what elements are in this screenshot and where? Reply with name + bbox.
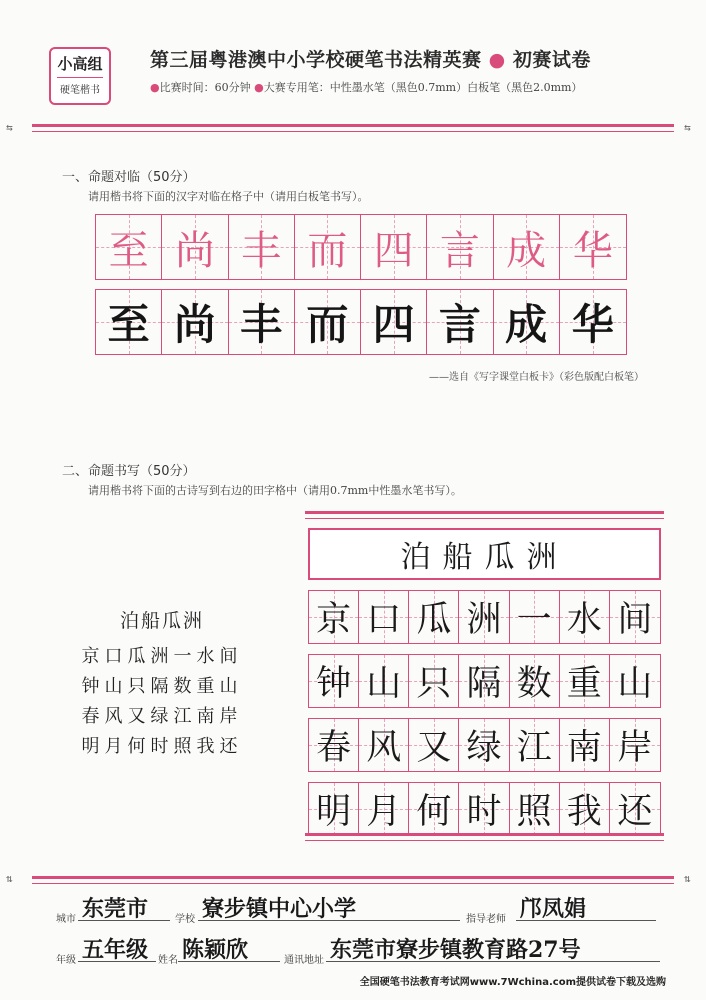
section2-title: 二、命题书写（50分） [62,464,196,479]
grid-char: 而 [306,300,349,349]
name-underline [178,961,280,962]
grid-cell [560,591,610,643]
grid-char: 四 [372,300,415,349]
grade-value: 五年级 [82,937,149,963]
grid-cell [309,719,359,771]
grade-label: 年级 [56,955,76,966]
grid-char: 数 [516,664,552,704]
poem-grid-row [308,654,661,708]
grid-char: 丰 [241,227,282,274]
grid-char: 瓜 [416,600,452,640]
grid-cell [610,783,660,835]
grid-cell [494,215,560,279]
grid-cell [295,215,361,279]
grid-char: 而 [307,227,348,274]
grid-char: 至 [108,227,149,274]
grid-char: 成 [506,227,547,274]
grid-char: 成 [505,300,548,349]
grid-cell [96,290,162,354]
grid-char: 重 [566,664,602,704]
poem-band-bottom-thin [305,840,664,841]
address-underline [326,961,660,962]
grid-cell [560,783,610,835]
footer-band [32,876,674,879]
grid-char: 南 [566,728,602,768]
teacher-label: 指导老师 [466,914,506,925]
grid-char: 山 [366,664,402,704]
header-band [32,124,674,127]
poem-line: 钟山只隔数重山 [81,676,243,697]
school-label: 学校 [175,914,195,925]
scroll-ornament-left-bottom: ⇅ [6,872,13,885]
written-poem-title: 泊船瓜洲 [400,540,569,575]
grid-cell [610,655,660,707]
grid-cell [510,783,560,835]
grid-char: 风 [366,728,402,768]
scroll-ornament-right: ⇆ [684,121,691,134]
grid-char: 明 [316,792,352,832]
grid-cell [610,719,660,771]
name-value: 陈颖欣 [182,937,249,963]
grid-char: 江 [516,728,552,768]
grid-char: 春 [316,728,352,768]
grid-char: 我 [566,792,602,832]
grid-cell [459,655,509,707]
grid-char: 四 [373,227,414,274]
grid-cell [309,591,359,643]
grid-cell [359,783,409,835]
badge-group: 小高组 [57,55,103,73]
poem-grid-row [308,782,661,836]
section1-title: 一、命题对临（50分） [62,170,196,185]
grid-char: 至 [107,300,150,349]
poem-reference-title: 泊船瓜洲 [119,610,204,632]
poem-reference [62,606,262,633]
grid-char: 还 [617,792,653,832]
grid-cell [427,290,493,354]
grid-cell [510,719,560,771]
grid-char: 口 [366,600,402,640]
grid-char: 隔 [466,664,502,704]
grid-cell [510,655,560,707]
city-label: 城市 [56,914,76,925]
school-value: 寮步镇中心小学 [202,896,357,922]
section1-instruction: 请用楷书将下面的汉字对临在格子中（请用白板笔书写）。 [88,190,369,203]
grid-cell [162,290,228,354]
grid-char: 华 [572,227,613,274]
grid-cell [610,591,660,643]
grid-cell [459,783,509,835]
grid-cell [359,591,409,643]
grid-char: 山 [617,664,653,704]
exam-pen: 大赛专用笔：中性墨水笔（黑色0.7mm）白板笔（黑色2.0mm） [263,81,583,94]
exam-time: 比赛时间：60分钟 [159,81,251,94]
grid-char: 尚 [174,227,215,274]
written-poem-title-box [308,528,661,580]
poem-grid-row [308,590,661,644]
grid-char: 只 [416,664,452,704]
poem-line: 明月何时照我还 [81,736,243,757]
poem-grid-row [308,718,661,772]
bullet-dot: ● [150,81,160,94]
name-label: 姓名 [158,955,178,966]
grid-cell [409,591,459,643]
address-value: 东莞市寮步镇教育路27号 [330,937,581,963]
grid-cell [229,290,295,354]
grade-underline [78,961,156,962]
grid-char: 钟 [316,664,352,704]
grid-char: 照 [516,792,552,832]
grid-cell [409,783,459,835]
exam-info [150,79,582,95]
grid-char: 水 [566,600,602,640]
badge-divider [57,77,103,78]
grid-cell [510,591,560,643]
poem-line: 京口瓜洲一水间 [81,646,243,667]
grid-cell [359,655,409,707]
address-label: 通讯地址 [284,955,324,966]
model-grid-row [95,214,627,280]
header-band-thin [32,131,674,132]
group-badge [49,47,111,105]
grid-cell [560,290,626,354]
grid-char: 一 [516,600,552,640]
grid-cell [309,655,359,707]
grid-cell [409,655,459,707]
grid-cell [359,719,409,771]
grid-char: 尚 [173,300,216,349]
title-suffix: 初赛试卷 [512,49,591,71]
grid-char: 洲 [466,600,502,640]
bullet-dot: ● [254,81,264,94]
grid-char: 间 [617,600,653,640]
grid-char: 京 [316,600,352,640]
school-underline [198,920,460,921]
title-dot: ● [481,49,513,71]
grid-cell [309,783,359,835]
grid-char: 言 [439,227,480,274]
grid-cell [459,591,509,643]
grid-cell [494,290,560,354]
grid-char: 何 [416,792,452,832]
website-note: 全国硬笔书法教育考试网www.7Wchina.com提供试卷下载及选购 [359,977,666,988]
grid-char: 丰 [240,300,283,349]
grid-cell [409,719,459,771]
grid-cell [459,719,509,771]
grid-cell [361,290,427,354]
grid-char: 岸 [617,728,653,768]
grid-cell [560,655,610,707]
city-underline [78,920,170,921]
grid-char: 时 [466,792,502,832]
source-note: ——选自《写字课堂白板卡》（彩色版配白板笔） [429,372,644,383]
badge-style: 硬笔楷书 [60,85,100,96]
city-value: 东莞市 [82,896,149,922]
grid-cell [162,215,228,279]
grid-char: 言 [438,300,481,349]
grid-cell [229,215,295,279]
teacher-value: 邝凤娟 [520,896,587,922]
teacher-underline [516,920,656,921]
grid-cell [361,215,427,279]
page-title [150,45,591,72]
poem-line: 春风又绿江南岸 [81,706,243,727]
poem-reference-lines [62,642,262,762]
footer-band-thin [32,883,674,884]
scroll-ornament-right-bottom: ⇅ [684,872,691,885]
grid-cell [427,215,493,279]
grid-char: 华 [571,300,614,349]
grid-cell [295,290,361,354]
grid-char: 月 [366,792,402,832]
grid-char: 又 [416,728,452,768]
grid-cell [96,215,162,279]
title-main: 第三届粤港澳中小学校硬笔书法精英赛 [150,49,482,71]
grid-char: 绿 [466,728,502,768]
grid-cell [560,215,626,279]
poem-band [305,511,664,514]
grid-cell [560,719,610,771]
section2-instruction: 请用楷书将下面的古诗写到右边的田字格中（请用0.7mm中性墨水笔书写）。 [88,484,462,497]
scroll-ornament-left: ⇆ [6,121,13,134]
written-grid-row [95,289,627,355]
poem-band-thin [305,518,664,519]
